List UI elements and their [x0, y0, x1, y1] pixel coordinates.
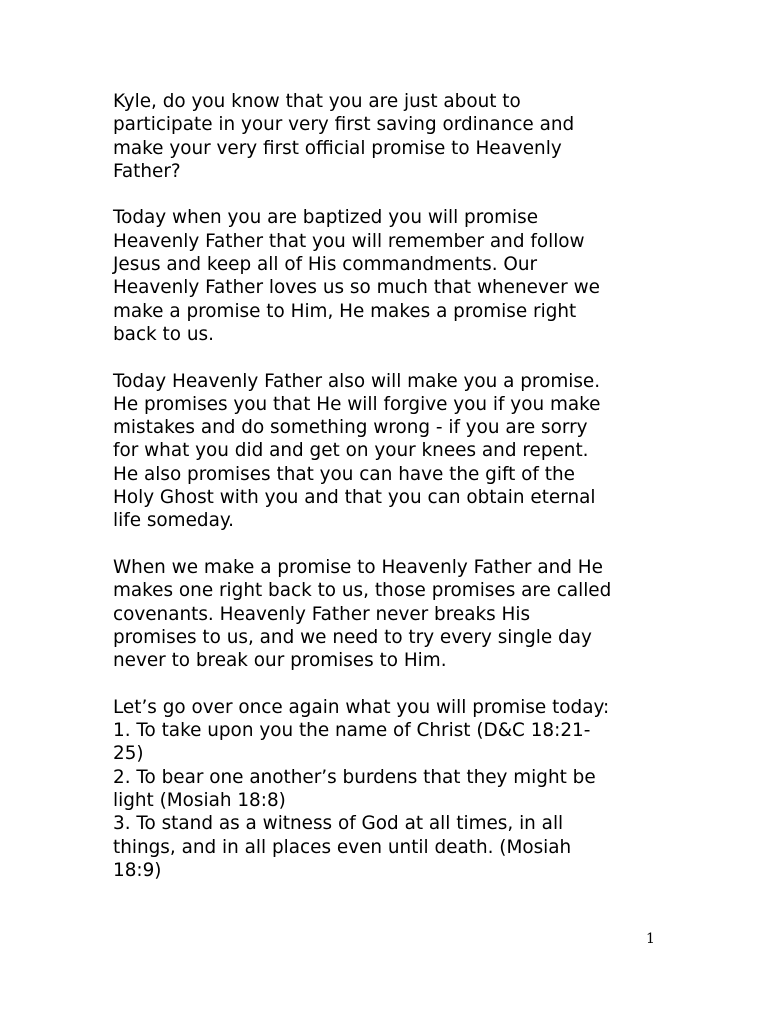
document-body [113, 90, 673, 905]
paragraph-baptism-promise [113, 206, 673, 346]
text-line: When we make a promise to Heavenly Father and He [113, 556, 603, 578]
text-line: life someday. [113, 510, 234, 532]
paragraph-intro [113, 90, 673, 183]
text-line: promises to us, and we need to try every single day [113, 626, 592, 648]
text-line: Jesus and keep all of His commandments. Our [113, 254, 538, 276]
paragraph-covenants [113, 556, 673, 672]
text-line: things, and in all places even until death. (Mosiah [113, 836, 572, 858]
text-line: Kyle, do you know that you are just about to [113, 91, 521, 112]
text-line: never to break our promises to Him. [113, 650, 447, 672]
text-line: Father? [113, 160, 181, 182]
text-line: Today when you are baptized you will promise [113, 207, 539, 229]
text-line: He promises you that He will forgive you if you make [113, 393, 601, 415]
page-number: 1 [646, 931, 655, 947]
text-line: make a promise to Him, He makes a promise right [113, 300, 577, 322]
text-line: for what you did and get on your knees and repent. [113, 440, 589, 462]
paragraph-promise-list [113, 696, 673, 882]
text-line: 3. To stand as a witness of God at all times, in all [113, 813, 564, 835]
text-line: light (Mosiah 18:8) [113, 789, 286, 811]
text-line: participate in your very first saving ordinance and [113, 114, 575, 136]
text-line: Heavenly Father that you will remember and follow [113, 230, 585, 252]
text-line: makes one right back to us, those promises are called [113, 580, 612, 602]
text-line: Today Heavenly Father also will make you a promise. [113, 370, 601, 392]
text-line: Heavenly Father loves us so much that whenever we [113, 277, 600, 299]
text-line: mistakes and do something wrong - if you are sorry [113, 417, 588, 439]
text-line: covenants. Heavenly Father never breaks His [113, 603, 531, 625]
text-line: back to us. [113, 323, 214, 345]
text-line: Let’s go over once again what you will promise today: [113, 696, 610, 718]
text-line: make your very first official promise to Heavenly [113, 137, 562, 159]
text-line: 2. To bear one another’s burdens that they might be [113, 766, 596, 788]
text-line: Holy Ghost with you and that you can obtain eternal [113, 487, 596, 509]
text-line: He also promises that you can have the gift of the [113, 463, 575, 485]
paragraph-father-promise [113, 370, 673, 533]
text-line: 1. To take upon you the name of Christ (D&C 18:21- [113, 720, 591, 742]
text-line: 18:9) [113, 859, 162, 881]
text-line: 25) [113, 743, 144, 765]
